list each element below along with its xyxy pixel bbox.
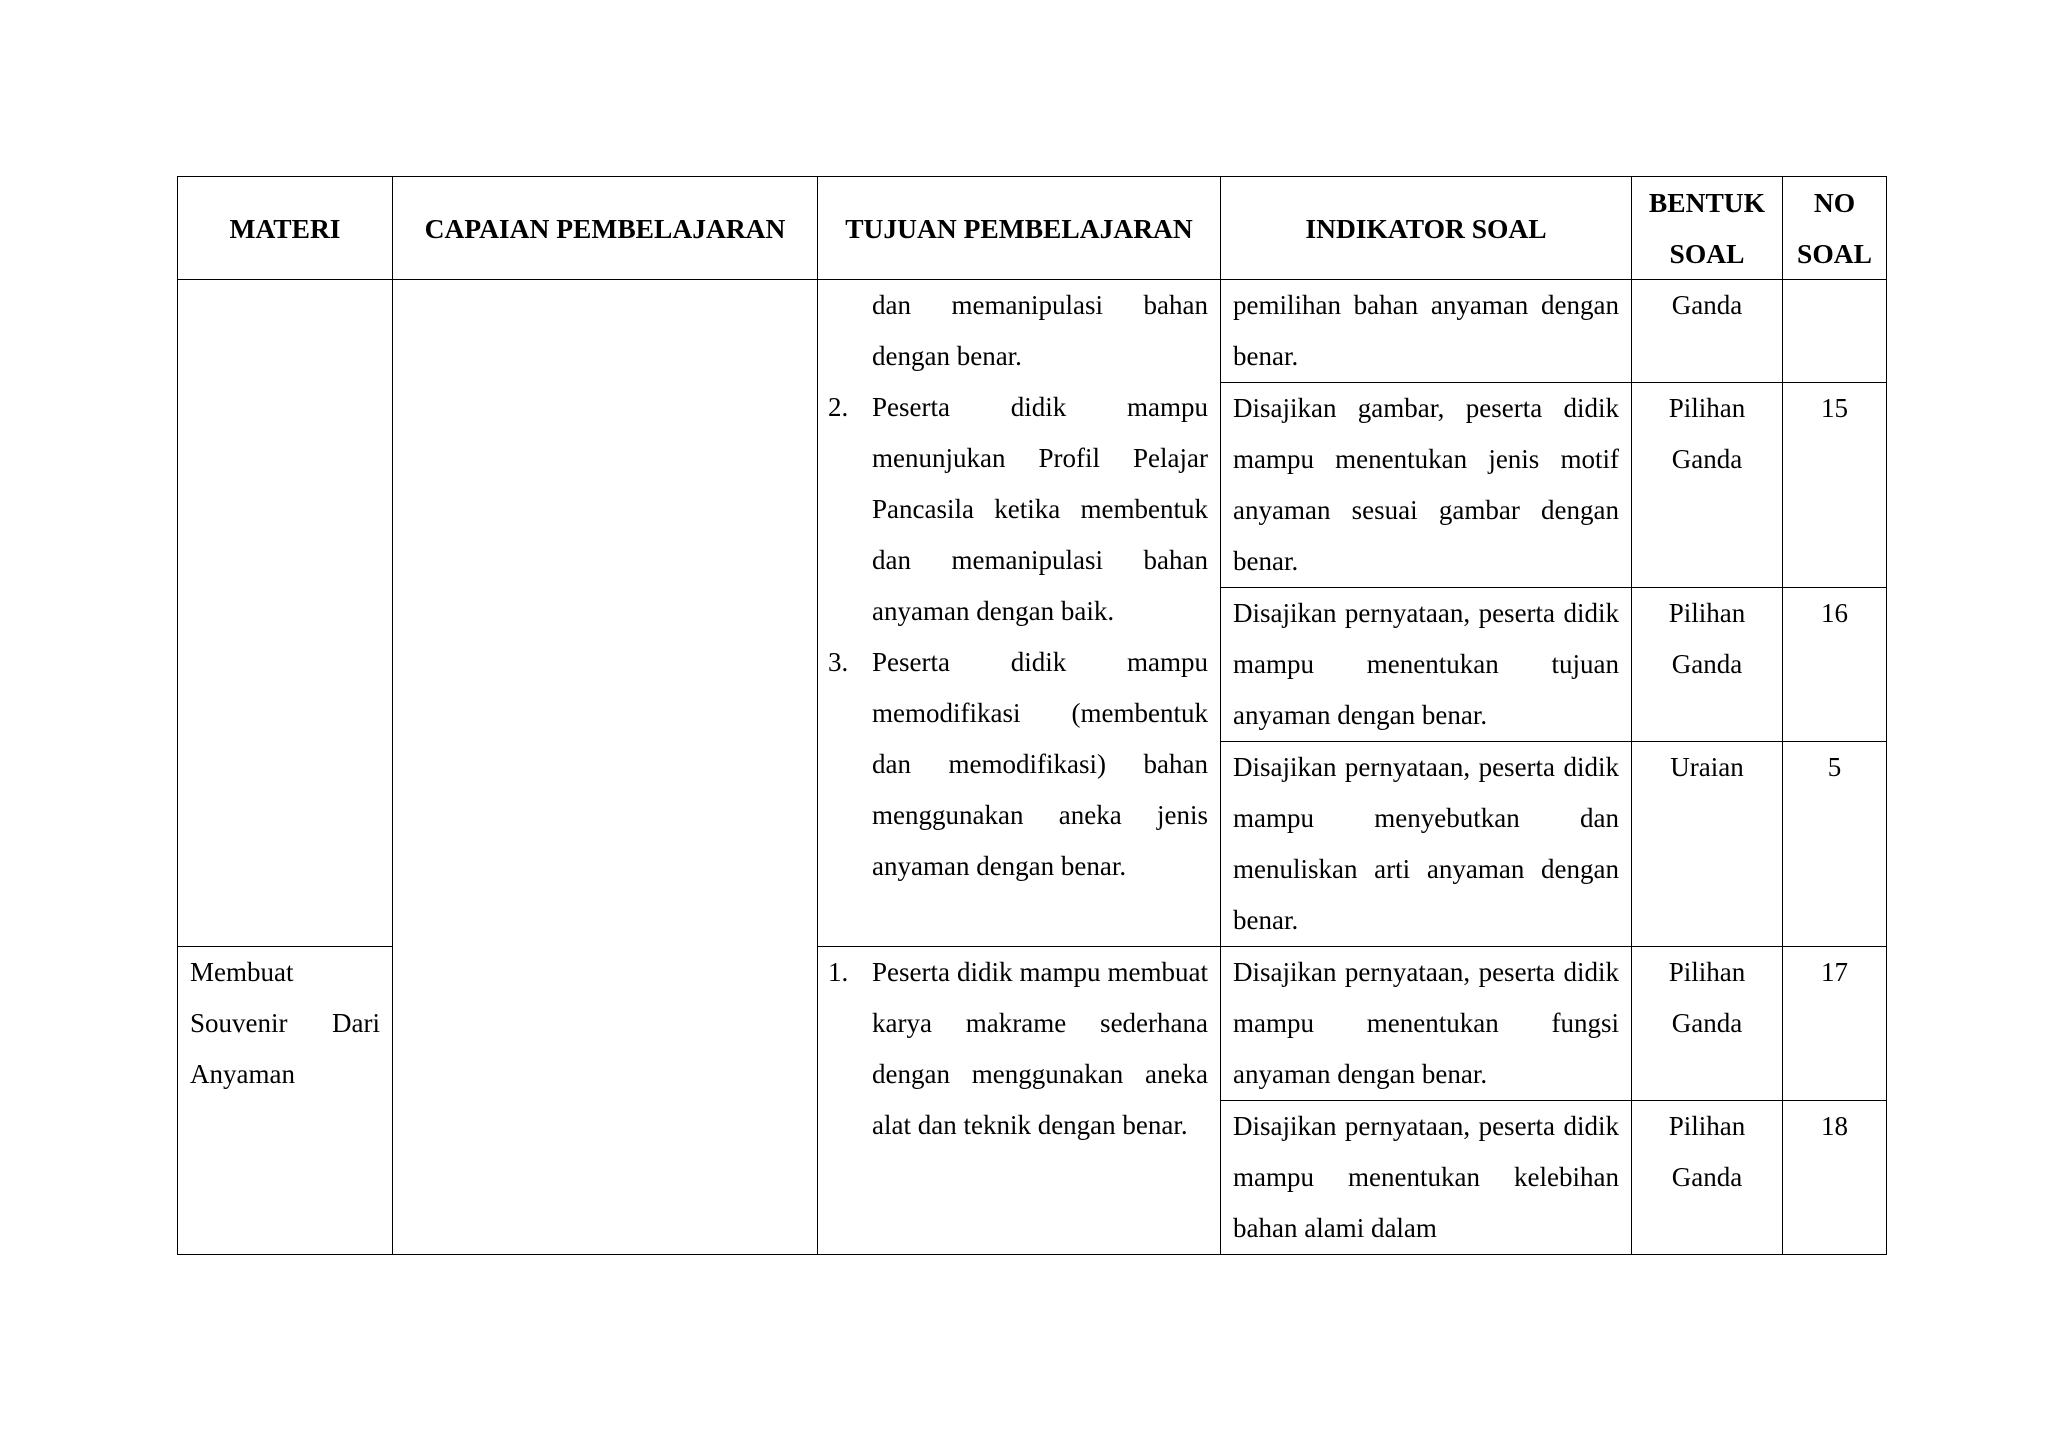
indikator-cell: Disajikan pernyataan, peserta didik mampu menyebutkan dan menuliskan arti anyaman dengan benar.	[1221, 742, 1632, 947]
tujuan-item	[828, 637, 1208, 892]
indikator-cell: Disajikan pernyataan, peserta didik mampu menentukan fungsi anyaman dengan benar.	[1221, 947, 1632, 1101]
indikator-cell: Disajikan gambar, peserta didik mampu menentukan jenis motif anyaman sesuai gambar dengan benar.	[1221, 383, 1632, 588]
tujuan-item	[828, 947, 1208, 1151]
tujuan-item	[828, 382, 1208, 637]
bentuk-soal-cell: Pilihan Ganda	[1632, 588, 1783, 742]
no-soal-cell: 5	[1783, 742, 1887, 947]
bentuk-soal-cell: Pilihan Ganda	[1632, 383, 1783, 588]
indikator-cell: pemilihan bahan anyaman dengan benar.	[1221, 280, 1632, 383]
no-soal-cell: 18	[1783, 1101, 1887, 1255]
header-row	[178, 177, 1887, 280]
header-indikator-soal: INDIKATOR SOAL	[1221, 177, 1632, 280]
tujuan-item-number: 1.	[828, 957, 849, 987]
header-bentuk-soal: BENTUK SOAL	[1632, 177, 1783, 280]
table-row	[178, 280, 1887, 383]
bentuk-soal-cell: Uraian	[1632, 742, 1783, 947]
no-soal-cell	[1783, 280, 1887, 383]
header-no-soal: NO SOAL	[1783, 177, 1887, 280]
no-soal-cell: 16	[1783, 588, 1887, 742]
bentuk-soal-cell: Pilihan Ganda	[1632, 1101, 1783, 1255]
kisi-kisi-table	[177, 176, 1887, 1255]
tujuan-continuation: dan memanipulasi bahan dengan benar.	[872, 290, 1208, 371]
header-capaian-pembelajaran: CAPAIAN PEMBELAJARAN	[393, 177, 818, 280]
header-tujuan-pembelajaran: TUJUAN PEMBELAJARAN	[818, 177, 1221, 280]
materi-cell: Membuat Souvenir Dari Anyaman	[178, 947, 393, 1255]
bentuk-soal-cell: Pilihan Ganda	[1632, 947, 1783, 1101]
no-soal-cell: 15	[1783, 383, 1887, 588]
tujuan-item-text: Peserta didik mampu menunjukan Profil Pelajar Pancasila ketika membentuk dan memanipulasi bahan anyaman dengan baik.	[872, 392, 1208, 626]
bentuk-soal-cell: Ganda	[1632, 280, 1783, 383]
tujuan-item-number: 2.	[828, 392, 849, 422]
tujuan-cell	[818, 947, 1221, 1255]
indikator-cell: Disajikan pernyataan, peserta didik mampu menentukan tujuan anyaman dengan benar.	[1221, 588, 1632, 742]
materi-cell	[178, 280, 393, 947]
capaian-cell	[393, 280, 818, 1255]
tujuan-item-text: Peserta didik mampu membuat karya makrame sederhana dengan menggunakan aneka alat dan teknik dengan benar.	[872, 957, 1208, 1140]
tujuan-cell	[818, 280, 1221, 947]
tujuan-item-text: Peserta didik mampu memodifikasi (membentuk dan memodifikasi) bahan menggunakan aneka jenis anyaman dengan benar.	[872, 647, 1208, 881]
no-soal-cell: 17	[1783, 947, 1887, 1101]
tujuan-item-number: 3.	[828, 647, 849, 677]
indikator-cell: Disajikan pernyataan, peserta didik mampu menentukan kelebihan bahan alami dalam	[1221, 1101, 1632, 1255]
header-materi: MATERI	[178, 177, 393, 280]
